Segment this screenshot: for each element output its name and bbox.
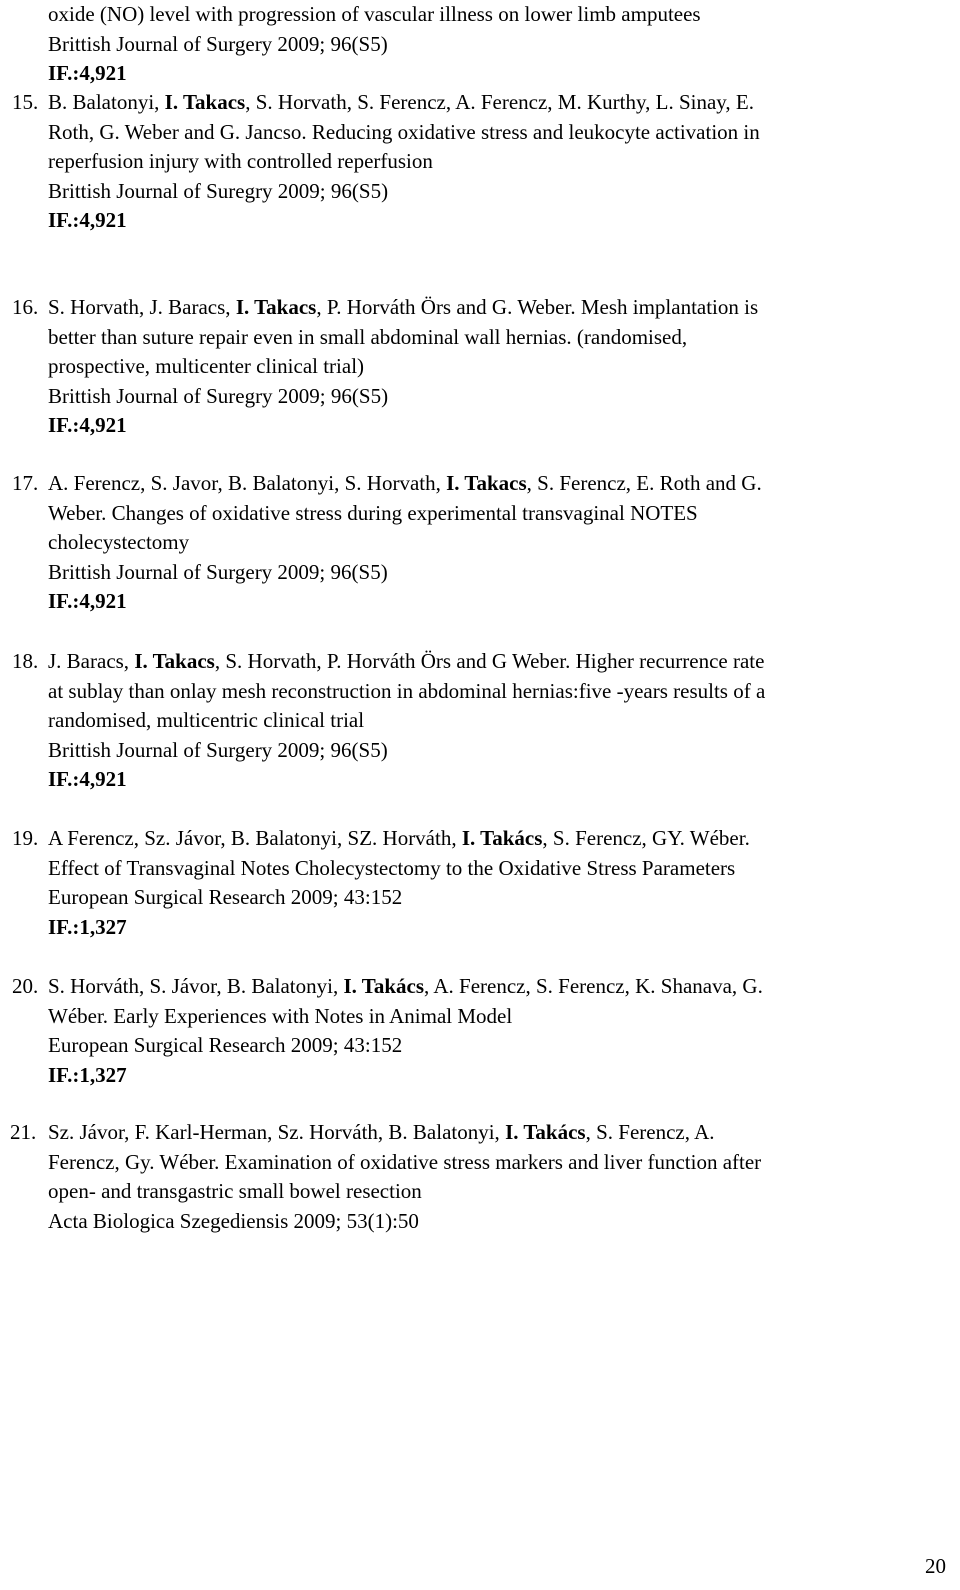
highlighted-author: I. Takacs	[164, 90, 246, 114]
entry-number: 16.	[12, 295, 39, 319]
publication-entry-18	[12, 647, 948, 795]
entry-journal: Brittish Journal of Surgery 2009; 96(S5)	[48, 559, 388, 584]
authors-part-b: , S. Ferencz, A.	[585, 1120, 715, 1144]
entry-journal: European Surgical Research 2009; 43:152	[48, 1033, 403, 1057]
entry-number: 17.	[12, 471, 39, 495]
entry-text-line: better than suture repair even in small abdominal wall hernias. (randomised,	[48, 324, 688, 349]
authors-part-a: S. Horváth, S. Jávor, B. Balatonyi,	[48, 974, 344, 998]
entry-journal: Brittish Journal of Suregry 2009; 96(S5)	[48, 383, 389, 408]
authors-part-a: B. Balatonyi,	[48, 90, 165, 114]
entry-text-line: randomised, multicentric clinical trial	[48, 708, 365, 732]
authors-part-a: Sz. Jávor, F. Karl-Herman, Sz. Horváth, B. Balatonyi,	[48, 1120, 506, 1144]
authors-part-b: , P. Horváth Örs and G. Weber. Mesh implantation is	[316, 295, 759, 319]
authors-part-b: , A. Ferencz, S. Ferencz, K. Shanava, G.	[424, 974, 763, 998]
entry-text-line: Weber. Changes of oxidative stress during experimental transvaginal NOTES	[48, 500, 698, 525]
highlighted-author: I. Takacs	[134, 649, 215, 673]
entry-text-line: oxide (NO) level with progression of vascular illness on lower limb amputees	[48, 2, 701, 26]
entry-text-line: Effect of Transvaginal Notes Cholecystectomy to the Oxidative Stress Parameters	[48, 855, 736, 880]
entry-journal: Brittish Journal of Suregry 2009; 96(S5)	[48, 178, 389, 203]
highlighted-author: I. Takács	[343, 974, 425, 998]
entry-number: 20.	[12, 974, 39, 998]
impact-factor: IF.:4,921	[48, 61, 127, 85]
authors-part-a: S. Horvath, J. Baracs,	[48, 295, 236, 319]
entry-number: 21.	[10, 1120, 37, 1144]
impact-factor: IF.:4,921	[48, 589, 127, 613]
highlighted-author: I. Takacs	[446, 471, 527, 495]
authors-part-b: , S. Horvath, S. Ferencz, A. Ferencz, M. Kurthy, L. Sinay, E.	[245, 90, 754, 114]
entry-first-line	[12, 647, 948, 677]
entry-text-line: cholecystectomy	[48, 530, 190, 554]
entry-first-line	[10, 1118, 948, 1148]
entry-journal: Brittish Journal of Surgery 2009; 96(S5)	[48, 31, 388, 56]
entry-text-line: Ferencz, Gy. Wéber. Examination of oxidative stress markers and liver function after	[48, 1149, 762, 1174]
entry-text-line: Wéber. Early Experiences with Notes in Animal Model	[48, 1003, 513, 1028]
publication-entry-17	[12, 469, 948, 617]
highlighted-author: I. Takacs	[235, 295, 317, 319]
entry-text-line: prospective, multicenter clinical trial)	[48, 354, 365, 378]
entry-first-line	[12, 972, 948, 1002]
authors-part-a: J. Baracs,	[48, 649, 135, 673]
entry-number: 18.	[12, 649, 39, 673]
entry-journal: Brittish Journal of Surgery 2009; 96(S5)	[48, 737, 388, 762]
entry-number: 15.	[12, 90, 39, 114]
impact-factor: IF.:4,921	[48, 208, 127, 232]
page-number: 20	[925, 1554, 946, 1578]
authors-part-b: , S. Ferencz, E. Roth and G.	[526, 471, 762, 495]
publication-entry-20	[12, 972, 948, 1090]
publication-entry-15	[12, 88, 948, 236]
entry-journal: Acta Biologica Szegediensis 2009; 53(1):50	[48, 1208, 419, 1233]
authors-part-a: A Ferencz, Sz. Jávor, B. Balatonyi, SZ. Horváth,	[48, 826, 462, 850]
highlighted-author: I. Takács	[461, 826, 543, 850]
entry-number: 19.	[12, 826, 39, 850]
impact-factor: IF.:1,327	[48, 914, 127, 939]
impact-factor: IF.:4,921	[48, 413, 127, 437]
impact-factor: IF.:4,921	[48, 767, 127, 791]
authors-part-b: , S. Horvath, P. Horváth Örs and G Weber. Higher recurrence rate	[214, 649, 765, 673]
highlighted-author: I. Takács	[505, 1120, 586, 1144]
entry-first-line	[12, 88, 948, 118]
publication-entry-21	[10, 1118, 948, 1236]
publication-entry-16	[12, 293, 948, 441]
entry-text-line: Roth, G. Weber and G. Jancso. Reducing oxidative stress and leukocyte activation in	[48, 119, 760, 144]
publication-entry-14	[48, 0, 948, 89]
authors-part-a: A. Ferencz, S. Javor, B. Balatonyi, S. Horvath,	[48, 471, 447, 495]
entry-first-line	[12, 469, 948, 499]
entry-text-line: open- and transgastric small bowel resection	[48, 1179, 422, 1203]
entry-journal: European Surgical Research 2009; 43:152	[48, 885, 403, 909]
publication-entry-19	[12, 824, 948, 942]
impact-factor: IF.:1,327	[48, 1062, 127, 1087]
authors-part-b: , S. Ferencz, GY. Wéber.	[542, 826, 750, 850]
entry-text-line: at sublay than onlay mesh reconstruction in abdominal hernias:five -years results of a	[48, 678, 766, 703]
entry-first-line	[12, 824, 948, 854]
entry-first-line	[12, 293, 948, 323]
entry-text-line: reperfusion injury with controlled reperfusion	[48, 149, 433, 173]
